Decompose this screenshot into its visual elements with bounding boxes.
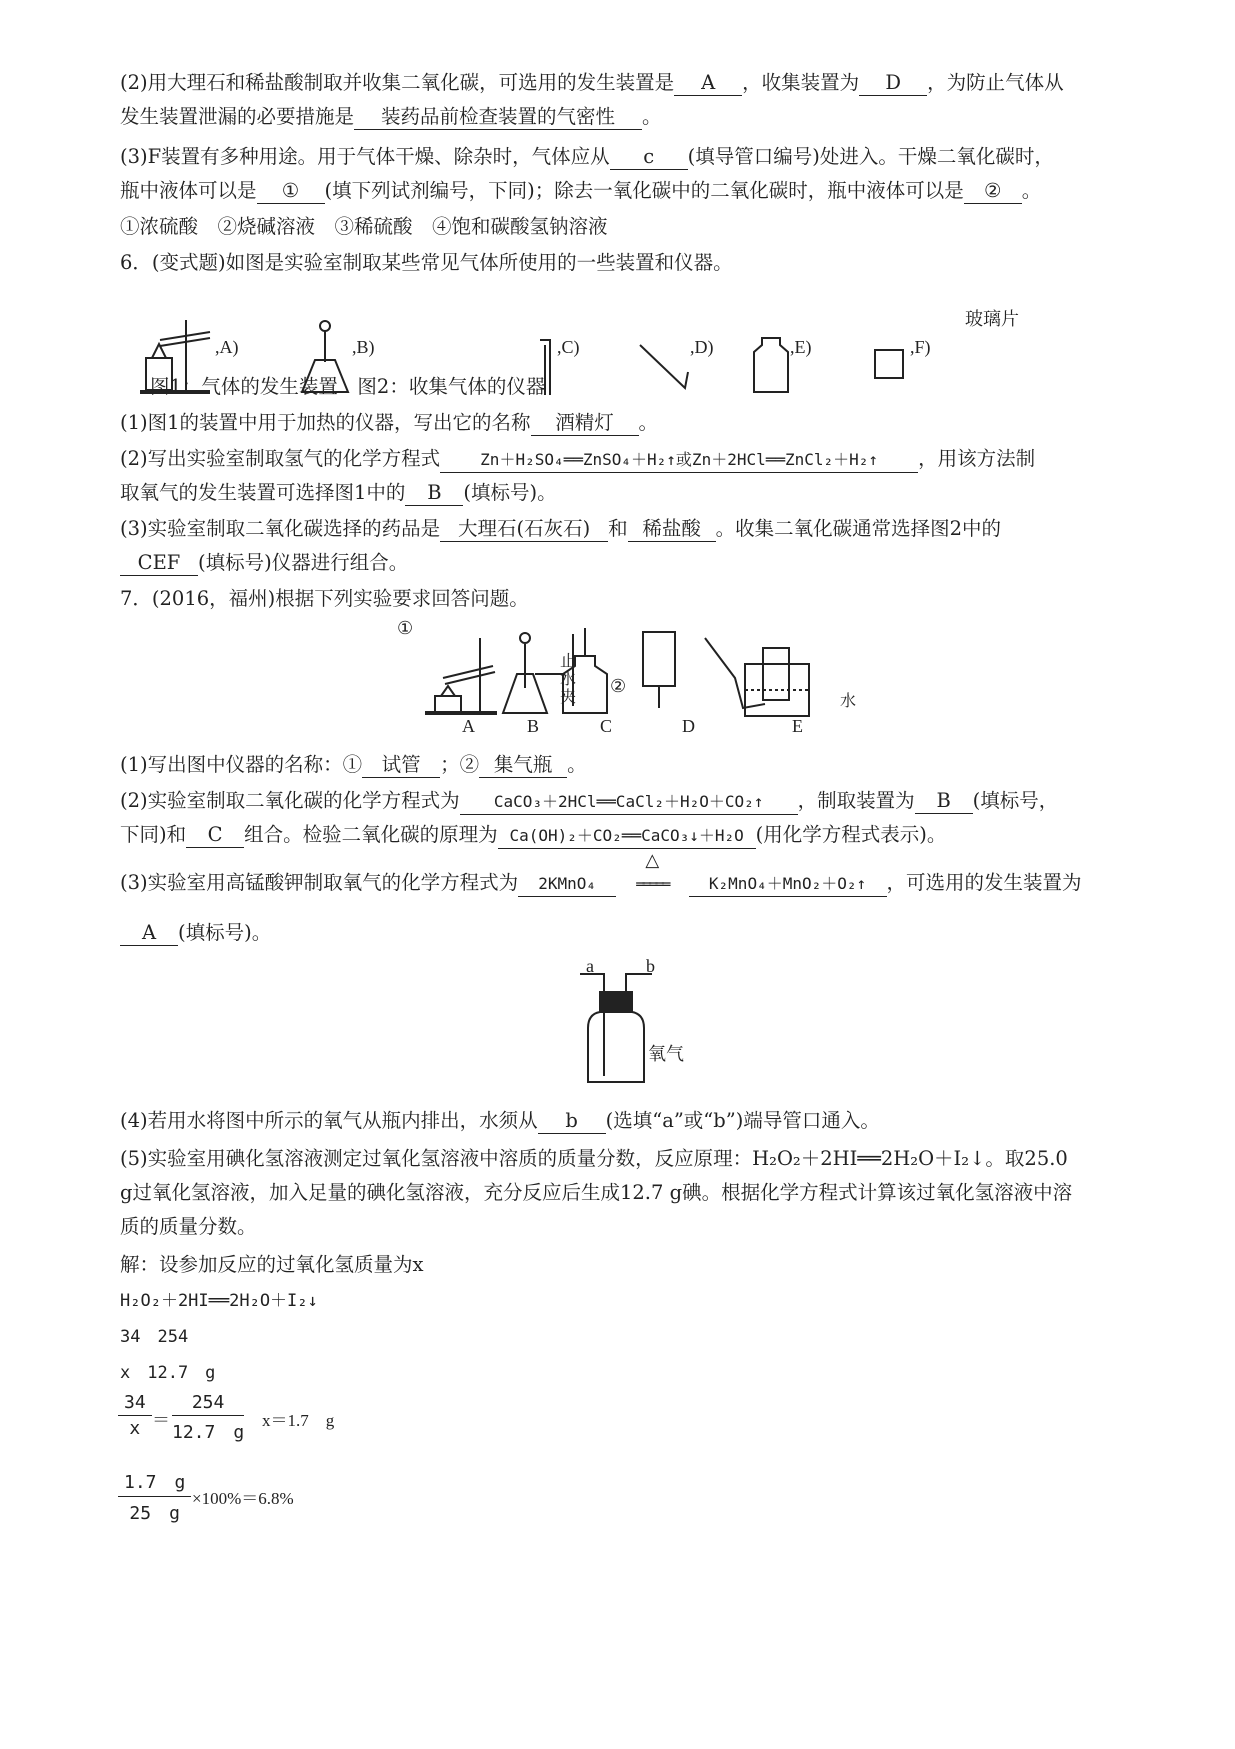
- q7-part1-text-b: ；②: [440, 753, 480, 776]
- q7-part2-text-d: 下同)和: [120, 823, 187, 846]
- q7-answer-device-c: C: [186, 823, 244, 848]
- q7-part5-line2: g过氧化氢溶液，加入足量的碘化氢溶液，充分反应后生成12.7 g碘。根据化学方程式计算该过氧化氢溶液中溶: [120, 1181, 1073, 1204]
- q5-part3-text-c: 瓶中液体可以是: [120, 179, 257, 202]
- q5-options: ①浓硫酸 ②烧碱溶液 ③稀硫酸 ④饱和碳酸氢钠溶液: [120, 215, 608, 238]
- q5-part2-text-e: 。: [642, 105, 662, 128]
- q6-part2-line1: [120, 444, 1035, 474]
- q6-label-a: ,A): [215, 337, 239, 357]
- q6-part2-text-c: 取氧气的发生装置可选择图1中的: [120, 481, 406, 504]
- q7-part3-text-c: (填标号)。: [178, 921, 272, 944]
- q5-part2-text-d: 发生装置泄漏的必要措施是: [120, 105, 355, 128]
- fraction-3-denominator: 25 g: [129, 1503, 180, 1524]
- q5-answer-generator: A: [674, 71, 742, 96]
- q7-part5-line1: (5)实验室用碘化氢溶液测定过氧化氢溶液中溶质的质量分数，反应原理：H₂O₂＋2HI══2H₂O＋I₂↓。取25.0: [120, 1147, 1068, 1170]
- q6-part3-line2: [120, 548, 408, 578]
- q7-part2-text-a: (2)实验室制取二氧化碳的化学方程式为: [120, 789, 460, 812]
- solution-masses: 34 254: [120, 1327, 189, 1347]
- q5-part2-text-c: ，为防止气体从: [927, 71, 1064, 94]
- fraction-2-denominator: 12.7 g: [172, 1422, 245, 1443]
- q6-part3-text-b: 和: [608, 517, 628, 540]
- q7-part3-text-a: (3)实验室用高锰酸钾制取氧气的化学方程式为: [120, 871, 519, 894]
- q6-part2-text-d: (填标号)。: [463, 481, 557, 504]
- solution-unknowns: x 12.7 g: [120, 1363, 216, 1383]
- q6-answer-equation: Zn＋H₂SO₄══ZnSO₄＋H₂↑或Zn＋2HCl══ZnCl₂＋H₂↑: [440, 448, 918, 473]
- q7-part2-line2: [120, 820, 946, 850]
- q6-answer-lamp: 酒精灯: [531, 411, 639, 436]
- solution-x-value: x＝1.7 g: [262, 1411, 335, 1430]
- q7-part1-text-c: 。: [567, 753, 587, 776]
- q6-part3-text-d: (填标号)仪器进行组合。: [198, 551, 409, 574]
- q5-part2-line1: [120, 68, 1064, 98]
- q7-answer-kmno4: 2KMnO₄: [518, 872, 616, 897]
- q5-part2-text-a: (2)用大理石和稀盐酸制取并收集二氧化碳，可选用的发生装置是: [120, 71, 675, 94]
- q7-part2-text-e: 组合。检验二氧化碳的原理为: [244, 823, 498, 846]
- q7-bottle-a: a: [586, 956, 594, 976]
- glass-plate: [875, 350, 903, 378]
- q6-label-b: ,B): [352, 337, 375, 357]
- q7-mark-1: ①: [397, 618, 414, 638]
- q7-part2-line1: [120, 786, 1058, 816]
- solution-fraction-1: [118, 1392, 152, 1439]
- q6-part3-line1: [120, 514, 1001, 544]
- q7-clamp-2: 水: [560, 669, 577, 688]
- q7-mark-2: ②: [610, 676, 627, 696]
- q7-letter-e: E: [792, 716, 803, 736]
- q7-part1-text-a: (1)写出图中仪器的名称：①: [120, 753, 363, 776]
- q6-label-e: ,E): [790, 337, 812, 357]
- q6-stem: 6．(变式题)如图是实验室制取某些常见气体所使用的一些装置和仪器。: [120, 251, 733, 274]
- fraction-2-numerator: 254: [172, 1392, 244, 1416]
- q5-part3-text-d: (填下列试剂编号，下同)；除去一氧化碳中的二氧化碳时，瓶中液体可以是: [324, 179, 964, 202]
- q7-stem: 7．(2016，福州)根据下列实验要求回答问题。: [120, 587, 529, 610]
- q6-caption: 图1：气体的发生装置 图2：收集气体的仪器: [150, 375, 546, 398]
- q5-answer-dry-liquid: ①: [257, 179, 325, 204]
- q7-part2-text-f: (用化学方程式表示)。: [755, 823, 947, 846]
- q7-answer-test-tube: 试管: [362, 753, 440, 778]
- solution-equals: ＝: [152, 1410, 170, 1430]
- q6-answer-device: B: [405, 481, 463, 506]
- q6-label-c: ,C): [557, 337, 580, 357]
- q6-label-d: ,D): [690, 337, 714, 357]
- q5-part2-text-b: ，收集装置为: [742, 71, 860, 94]
- q7-letter-c: C: [600, 716, 613, 736]
- q7-clamp-1: 止: [560, 651, 577, 670]
- solution-equation: H₂O₂＋2HI══2H₂O＋I₂↓: [120, 1291, 318, 1311]
- solution-fraction-3: [118, 1468, 191, 1525]
- q5-answer-remove-liquid: ②: [964, 179, 1022, 204]
- q6-part2-text-b: ，用该方法制: [918, 447, 1036, 470]
- q6-answer-drug2: 稀盐酸: [628, 517, 716, 542]
- q6-part3-text-c: 。收集二氧化碳通常选择图2中的: [715, 517, 1002, 540]
- q7-water: 水: [840, 691, 857, 710]
- q7-answer-device-b: B: [915, 789, 973, 814]
- q7-part4-text-b: (选填“a”或“b”)端导管口通入。: [605, 1109, 880, 1132]
- heat-triangle-icon: △: [645, 850, 660, 871]
- q7-oxygen-bottle-figure: [580, 958, 660, 1088]
- q6-label-f: ,F): [910, 337, 931, 357]
- q7-part1: [120, 750, 587, 780]
- q7-part3-line2: [120, 918, 271, 948]
- q7-letter-a: A: [462, 716, 475, 736]
- q7-answer-test-equation: Ca(OH)₂＋CO₂══CaCO₃↓＋H₂O: [498, 824, 756, 849]
- fraction-1-denominator: x: [129, 1418, 141, 1439]
- q5-part3-text-a: (3)F装置有多种用途。用于气体干燥、除杂时，气体应从: [120, 145, 610, 168]
- q5-part3-line2: [120, 176, 1041, 206]
- q6-part1: [120, 408, 658, 438]
- solution-fraction-2: [172, 1392, 244, 1444]
- equals-sign: ═════: [636, 877, 669, 893]
- q7-part3-line1: [120, 850, 1082, 900]
- solution-percentage: ×100%＝6.8%: [192, 1489, 294, 1508]
- q6-part2-text-a: (2)写出实验室制取氢气的化学方程式: [120, 447, 441, 470]
- q7-answer-co2-equation: CaCO₃＋2HCl══CaCl₂＋H₂O＋CO₂↑: [460, 790, 798, 815]
- q7-letter-b: B: [527, 716, 540, 736]
- q7-part4-text-a: (4)若用水将图中所示的氧气从瓶内排出，水须从: [120, 1109, 538, 1132]
- q5-answer-collector: D: [859, 71, 927, 96]
- fraction-3-numerator: 1.7 g: [118, 1468, 191, 1497]
- q7-heat-condition: [622, 850, 682, 900]
- q7-letter-d: D: [682, 716, 695, 736]
- q6-answer-instruments: CEF: [120, 551, 198, 576]
- q7-answer-device-a: A: [120, 921, 178, 946]
- q7-answer-gas-bottle: 集气瓶: [479, 753, 567, 778]
- q7-bottle-gas: 氧气: [648, 1044, 684, 1065]
- q7-answer-inlet: b: [538, 1109, 606, 1134]
- q5-part2-line2: [120, 102, 662, 132]
- q5-answer-measure: 装药品前检查装置的气密性: [354, 105, 642, 130]
- q7-part3-text-b: ，可选用的发生装置为: [886, 871, 1082, 894]
- q5-part3-line1: [120, 142, 1054, 172]
- q7-answer-products: K₂MnO₄＋MnO₂＋O₂↑: [689, 872, 887, 897]
- q7-bottle-b: b: [646, 956, 655, 976]
- gas-bottle: [754, 338, 788, 392]
- q6-part1-text-b: 。: [638, 411, 659, 434]
- q7-part2-text-c: (填标号，: [972, 789, 1059, 812]
- q5-answer-inlet: c: [610, 145, 688, 170]
- q7-part4: [120, 1106, 880, 1136]
- q6-part2-line2: [120, 478, 557, 508]
- q6-answer-drug1: 大理石(石灰石): [440, 517, 608, 542]
- q5-part3-text-b: (填导管口编号)处进入。干燥二氧化碳时，: [687, 145, 1054, 168]
- q6-glass-label: 玻璃片: [965, 309, 1019, 330]
- fraction-1-numerator: 34: [118, 1392, 152, 1416]
- q7-part5-line3: 质的质量分数。: [120, 1215, 257, 1238]
- q7-part2-text-b: ，制取装置为: [797, 789, 915, 812]
- solution-intro: 解：设参加反应的过氧化氢质量为x: [120, 1253, 424, 1276]
- bent-tube-d: [640, 345, 688, 388]
- q6-part1-text-a: (1)图1的装置中用于加热的仪器，写出它的名称: [120, 411, 531, 434]
- q5-part3-text-e: 。: [1021, 179, 1042, 202]
- q7-clamp-3: 夹: [560, 687, 577, 706]
- q6-part3-text-a: (3)实验室制取二氧化碳选择的药品是: [120, 517, 441, 540]
